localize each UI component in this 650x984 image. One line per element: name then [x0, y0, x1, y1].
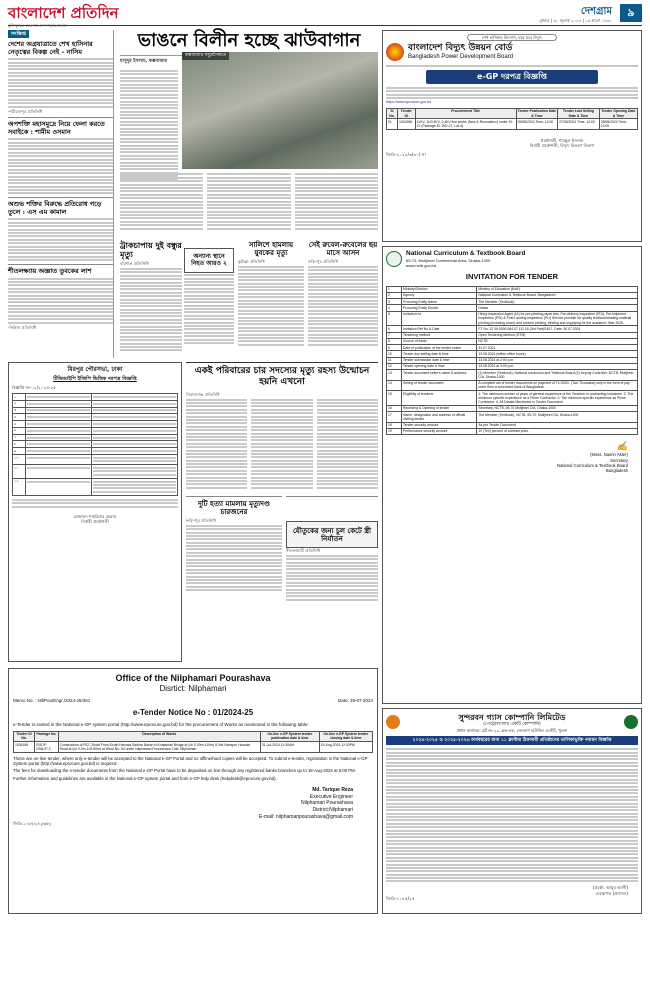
table-cell: The Member (Textbook) — [477, 299, 638, 305]
nctb-org: National Curriculum & Textbook Board — [406, 250, 526, 257]
table-cell: National Curriculum & Textbook Board, Bangladesh — [477, 292, 638, 298]
sub-headline: অন্যান্য স্থানে নিহত আরও ২ — [191, 253, 227, 267]
sub-story-truck — [120, 238, 182, 358]
table-header-cell: Tender Opening Date & Time — [599, 108, 637, 119]
table-cell: Tender submission date & time — [402, 357, 477, 363]
table-cell: Hiring Inspection Agent (IA) for pre-printing paper test, Pre-delivery Inspection (PDI), Pre-shipment Inspection (PSI) & Post Landing Inspection (PLI) Service provider for quality textbook/reading material printing (including cover) and content printing, binding and supplying for the academic Year 2025. — [477, 311, 638, 326]
table-cell: 31.07.2024 — [477, 345, 638, 351]
sub-byline: ফরিদপুর প্রতিনিধি — [308, 259, 338, 265]
logo-subtitle: মুক্তিযুদ্ধের চেতনায় দেশ গড়ার প্রত্যয় — [8, 22, 67, 28]
mid-story-header — [186, 362, 378, 390]
story-body — [8, 218, 113, 261]
table-cell: 13.08.2024 at 2:00 p.m. — [477, 357, 638, 363]
table-cell: 18 — [387, 422, 402, 428]
table-cell: 13 — [387, 370, 402, 381]
gd-number: জিডি-১০৮৪/২৪ (৩x৮) — [13, 820, 51, 826]
table-cell: (1) Member (Textbook), National curriculum and Textbook Board (2) Deputy Controller, NCTB, Motijheel C/A, Dhaka-1000 — [477, 370, 638, 381]
nilphamari-tender-notice — [8, 668, 378, 914]
newspaper-logo — [8, 4, 119, 28]
left-column — [8, 30, 114, 358]
bpdb-title-en: Bangladesh Power Development Board — [408, 54, 514, 61]
table-header-cell: Tender ID — [398, 108, 416, 119]
table-cell: 11KV, 11/0.4KV, 0.4KV line works (New & Renovation) under Sl: 12 (Package ID: WD-27, Lot-4). — [415, 119, 516, 130]
table-cell: As per Tender Document — [477, 422, 638, 428]
masthead — [8, 4, 642, 26]
notice-title: টিভিআইপি ইজিপি ভিত্তিক দরপত্র বিজ্ঞপ্তি — [53, 375, 137, 382]
signatory: প্রকৌশলী, শামছুল ইসলাম — [540, 137, 584, 143]
table-cell: FT No: 37.06.0000.064.07.111.18 (3rd Part)/1617, Date: 30.07.2024 — [477, 326, 638, 332]
table-cell: Eligibility of tenderer — [402, 391, 477, 406]
lead-byline: মাসুদুর ইসলাম, কক্সবাজার — [120, 58, 167, 64]
table-header-cell: Tender Publication Date & Time — [517, 109, 557, 118]
table-cell: 1004396 — [398, 119, 416, 130]
lead-body-cols — [120, 172, 378, 232]
designation: District:Nilphamari — [312, 807, 353, 814]
story-body — [8, 278, 113, 324]
table-cell: 01 — [387, 119, 398, 130]
story-body — [8, 58, 113, 107]
table-header-cell: Tender ID No. — [14, 731, 35, 742]
company-logo-icon — [624, 715, 638, 729]
table-header-cell: Package No. — [35, 731, 58, 742]
company-address: প্রধান কার্যালয়: প্লট নং-২২, ব্লক-এফ, লালবাগ হাউজিং এস্টেট, খুলনা — [456, 727, 568, 733]
table-row — [387, 119, 638, 130]
sub-story-others — [184, 248, 234, 358]
nctb-address: 69-70, Motijheel Commercial Area, Dhaka-1000 — [406, 258, 491, 264]
table-cell: 1 — [387, 286, 402, 292]
notice-org: Office of the Nilphamari Pourashava — [115, 673, 271, 683]
table-cell: 13.08.2024 at 3:00 p.m. — [477, 363, 638, 369]
table-cell: Name, designation and address of official inviting tender — [402, 412, 477, 423]
memo-number: Memo No. : Nil/Pou/Engr./2024-25/361 — [13, 698, 91, 704]
notice-date: Date: 29-07-2024 — [337, 698, 373, 704]
table-cell: 8 — [387, 338, 402, 344]
table-cell: 6 — [387, 326, 402, 332]
designation: নির্বাহী প্রকৌশলী — [81, 518, 109, 524]
story-headline: অপশক্তি মহাসমুদ্রে নিয়ে ফেলা করতে সবাইকে : শামীম ওসমান — [8, 120, 105, 136]
sub-story-rubel — [308, 238, 378, 358]
designation: Executive Engineer — [309, 793, 353, 800]
designation: National Curriculum & Textbook Board — [557, 462, 628, 468]
table-cell: Tender doc selling date & time — [402, 351, 477, 357]
table-cell: 16 — [387, 405, 402, 411]
table-cell: 13.08.2024 (within office hours) — [477, 351, 638, 357]
signatory: (Moss. Nasrin Akter) — [590, 452, 628, 458]
mid3-byline: নীলফামারী প্রতিনিধি — [286, 548, 321, 554]
table-row — [387, 428, 638, 434]
table-cell: Procuring Entity Name — [402, 299, 477, 305]
contact-email[interactable]: E-mail: nilphamaripourashava@gmail.com — [258, 813, 353, 820]
story-headline: শীতলক্ষ্যায় অজ্ঞাত তুবকের লাশ — [8, 267, 92, 276]
petrobangla-logo-icon — [386, 715, 400, 729]
company-subtitle: (পেট্রোবাংলার একটি কোম্পানি) — [483, 722, 541, 727]
signature-icon: ✍ — [616, 441, 628, 451]
table-cell: RJIDP-2/NIL/P-3 — [35, 742, 58, 753]
logo-text: বাংলাদেশ প্রতিদিন — [8, 4, 119, 22]
table-cell: 11 — [387, 357, 402, 363]
notice-footer: These are on-line tender, where only e-tender will be accepted to the National e-GP Portal and no offline/hard copies will be accepted. To submit e-tender, registration in the National e-GP System portal (http://www.eprocure.gov.bd) is required. — [13, 755, 368, 766]
table-cell: Ministry/Division — [402, 286, 477, 292]
table-cell: Invitation for — [402, 311, 477, 326]
table-row — [387, 370, 638, 381]
sub-headline: ট্রাকচাপায় দুই বন্ধুর মৃত্যু — [120, 240, 182, 260]
bpdb-tender-ad — [382, 30, 642, 242]
notice-footer: The fees for downloading the e-tender documents from the National e-GP Portal have to be deposited on line through any registered banks branches up to 18-Aug-2024 at 5:00 PM. — [13, 768, 356, 774]
table-cell: Tender document seller's name & address — [402, 370, 477, 381]
table-header-cell: Tender Last Selling Date & Time — [558, 108, 600, 119]
table-cell: 19-Aug-2024 12:30PM — [319, 742, 372, 753]
story-byline: -নিউজ প্রতিনিধি — [8, 325, 37, 331]
signatory: মোহাম্মদ শাহরিয়ার রহমান — [73, 513, 117, 519]
table-header-cell: Description of Works — [58, 731, 260, 742]
table-cell: 1. The minimum number of years of general experience of the Tenderer in contracting industries. 2. The minimum specific experience as a Prime Contractor. 3. The minimum specific experience as Prime Contractor. 4. All Details Mentioned in Tender Document. — [477, 391, 638, 406]
table-cell: NCTB — [477, 338, 638, 344]
designation: Secretary — [610, 457, 628, 463]
table-row — [387, 412, 638, 423]
sub-story-salish — [238, 238, 304, 358]
table-cell: 4 — [387, 305, 402, 311]
mid-headline: একই পরিবারের চার সদস্যের মৃত্যু রহস্য উন্মোচন হয়নি এখনো — [194, 366, 370, 388]
table-cell: 14 — [387, 380, 402, 391]
notice-title: e-Tender Notice No : 01/2024-25 — [132, 707, 254, 717]
sub-headline: সালিশে হামলায় যুবকের মৃত্যু — [248, 240, 294, 258]
signatory: Md. Tarique Reza — [312, 786, 353, 793]
bpdb-logo-icon — [386, 43, 404, 61]
table-cell: Dhaka — [477, 305, 638, 311]
designation: নির্বাহী প্রকৌশলী, বিদ্যুৎ বিতরণ বিভাগ — [529, 143, 595, 149]
sub-headline: সেই রুবেল-রুবেলের ছয় মাসে আসন — [308, 240, 378, 258]
gd-number: জিডি-১০৮৫/২৪ — [386, 895, 415, 901]
table-cell: 2 — [387, 292, 402, 298]
mid3-headline: যৌতুকের জন্য চুল কেটে স্ত্রী নির্যাতন — [292, 526, 372, 544]
dateline: বুধবার | ৩১ জুলাই ২০২৪ | ১৬ শ্রাবণ ১৪৩১ — [539, 18, 612, 23]
table-cell: Performance security amount — [402, 428, 477, 434]
mid-story-3 — [286, 496, 378, 608]
table-cell: Source of funds — [402, 338, 477, 344]
story-body — [8, 138, 113, 194]
table-cell: Tendering method — [402, 332, 477, 338]
table-row — [387, 380, 638, 391]
table-row — [14, 742, 373, 753]
notice-intro: e-Tender is invited in the National e-GP system portal (http://www.eprocure.gov.bd) for the procurement of Works as mentioned in the following table: — [13, 721, 309, 727]
table-cell: Open Tendering Method (OTM) — [477, 332, 638, 338]
page-number: ৯ — [620, 4, 642, 22]
mid-story-body — [186, 392, 378, 492]
company-title: সুন্দরবন গ্যাস কোম্পানি লিমিটেড — [458, 712, 566, 722]
table-header-cell: Sl No. — [387, 108, 398, 119]
table-cell: 1004186 — [14, 742, 35, 753]
briefs-tag: সংক্ষিপ্ত — [8, 30, 29, 38]
designation: Nilphamari Pourashava — [301, 800, 353, 807]
mid2-headline: দুটি হত্যা মামলায় মৃত্যুদণ্ড চারজনের — [198, 499, 270, 517]
table-cell: Receiving & Opening of tender — [402, 405, 477, 411]
notice-footer: Further information and guidelines are available in the National e-GP system portal and from e-GP help desk (helpdesk@eprocure.gov.bd). — [13, 775, 277, 781]
story-byline: -শরীয়তপুর প্রতিনিধি — [8, 109, 43, 115]
table-cell: A complete set of tender documents on payment of Tk 2000/- (Two Thousand) only in the form of pay order from a scheduled bank of Bangladesh. — [477, 380, 638, 391]
nilphamari-table — [13, 731, 373, 753]
table-header-cell: On-line e-GP System tender closing date & time — [319, 731, 372, 742]
notice-banner: ২০২৪-২০২৫ ও ২০২৫-২০২৬ অর্থবছরের জন্য ১১ ক্লাস্টার ঠিকাদারী প্রতিষ্ঠানের তালিকাভুক্তি নবায়ন বিজ্ঞপ্তি — [386, 736, 638, 746]
egp-link[interactable]: https://www.eprocure.gov.bd — [386, 100, 432, 105]
table-cell: 5 — [387, 311, 402, 326]
table-cell: Tender security amount — [402, 422, 477, 428]
sub-byline: বরিশাল প্রতিনিধি — [120, 261, 149, 267]
bpdb-slogan: শেখ হাসিনার উদ্যোগ, ঘরে ঘরে বিদ্যুৎ — [467, 34, 557, 41]
table-header-cell: Procurement Title — [415, 108, 516, 119]
table-cell: Ministry of Education (MoE) — [477, 286, 638, 292]
table-cell: 10 (Ten) percent of contract price. — [477, 428, 638, 434]
nctb-table — [386, 286, 638, 436]
notice-district: Disrtict: Nilphamari — [159, 684, 227, 694]
lead-photo — [182, 52, 378, 169]
table-cell: 15 — [387, 391, 402, 406]
photo-caption: কক্সবাজার সমুদ্রসৈকতে — [182, 52, 229, 60]
nctb-tender-ad — [382, 246, 642, 704]
mid2-byline: ফরিদপুর প্রতিনিধি — [186, 518, 216, 524]
story-headline: দেশের অগ্রযাত্রাতে শেখ হাসিনার নেতৃত্বের বিকল্প নেই - নাসিম — [8, 40, 93, 56]
designation: Bangladesh — [605, 468, 628, 473]
table-cell: 09/08/2024 Time: 12:00 — [516, 119, 558, 130]
designation: ব্যবস্থাপক (প্রশাসন) — [595, 890, 628, 896]
pourashava-info-table: ১ ২ ৩ ৪ ৫ ৬ ৭ ৮ ৯ ১০ ১১ ১২ — [12, 393, 178, 496]
table-cell: The Member (Textbook), NCTB, 69-70, Motijheel C/A, Dhaka-1000 — [477, 412, 638, 423]
nctb-web[interactable]: www.nctb.gov.bd — [406, 263, 436, 269]
table-header-cell: On-line e-GP System tender publication date & time — [260, 731, 319, 742]
table-cell: Tender opening date & time — [402, 363, 477, 369]
story-headline: অশুভ শক্তির বিরুদ্ধে প্রতিরোধ গড়ে তুলে : এস এম কামাল — [8, 200, 102, 216]
table-cell: 28/08/2024 Time: 12:00 — [599, 119, 637, 130]
sub-byline: কুমিল্লা প্রতিনিধি — [238, 259, 265, 265]
nctb-title: INVITATION FOR TENDER — [465, 272, 559, 282]
table-row — [387, 311, 638, 326]
sundarban-gas-notice — [382, 708, 642, 914]
table-cell: Agency — [402, 292, 477, 298]
memo-number: বিজ্ঞপ্তি নং-০২/২০২৪-২৫ — [12, 384, 57, 390]
table-cell: 12 — [387, 363, 402, 369]
mid-byline: সিরাজগঞ্জ প্রতিনিধি — [186, 392, 220, 397]
mid-story-2 — [186, 496, 282, 608]
section-name: দেশগ্রাম — [580, 6, 612, 17]
lead-body-col1 — [120, 60, 178, 180]
bpdb-title-bn: বাংলাদেশ বিদ্যুৎ উন্নয়ন বোর্ড — [408, 43, 513, 53]
table-cell: 19 — [387, 428, 402, 434]
table-cell: 9 — [387, 345, 402, 351]
lead-headline: ভাঙনে বিলীন হচ্ছে ঝাউবাগান — [120, 30, 378, 56]
table-row — [387, 391, 638, 406]
signatory: (প্রকৌ. আয়ুব আলী) — [592, 885, 628, 891]
gd-number: জিডি-২০২৪/৩(৩০) সা — [386, 152, 426, 158]
table-cell: 7 — [387, 332, 402, 338]
notice-org: মিরপুর পৌরসভা, ঢাকা — [67, 366, 123, 373]
table-cell: Date of publication of the tender notice — [402, 345, 477, 351]
pourashava-bn-tender — [8, 362, 182, 662]
table-cell: 3 — [387, 299, 402, 305]
table-cell: Selling of tender document — [402, 380, 477, 391]
table-cell: Procuring Entity District — [402, 305, 477, 311]
table-cell: Invitation Ref No & Date — [402, 326, 477, 332]
table-cell: 31-Jul-2024 11:30AM — [260, 742, 319, 753]
table-cell: Secretary, NCTB, 69-70 Motijheel C/A, Dhaka-1000 — [477, 405, 638, 411]
table-cell: 17 — [387, 412, 402, 423]
table-cell: Construction of RCC Road From South Harowa Sadhar Bazar to Khatamari Bridge at (ch 0.00m-410m) & link Narayon Hossain Road at (ch 0.0m-103.80m) at Ward No. 04 under Nilphamari Pourashava, Dist. Nilphamari. — [58, 742, 260, 753]
table-cell: 27/08/2024 Time: 12:00 — [558, 119, 600, 130]
nctb-logo-icon — [386, 251, 402, 267]
table-cell: 10 — [387, 351, 402, 357]
bpdb-tender-table — [386, 108, 638, 130]
egp-banner: e-GP দরপত্র বিজ্ঞপ্তি — [426, 70, 598, 84]
